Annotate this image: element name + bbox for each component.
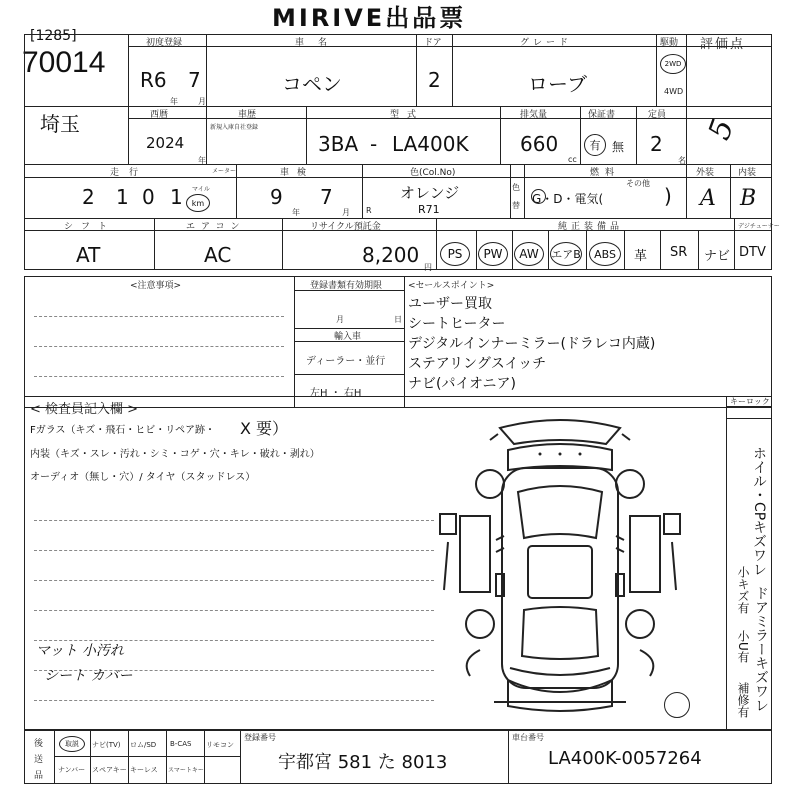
right-note-4: 小U有 — [736, 630, 750, 663]
interior-grade: B — [740, 186, 757, 211]
displacement-label: 排気量 — [520, 110, 548, 120]
model-label: 型式 — [390, 110, 425, 120]
warranty-label: 保証書 — [588, 110, 616, 120]
equip-aw: AW — [514, 242, 544, 266]
footer-rom-sd: ロム/SD — [130, 741, 157, 749]
sales-point-1: ユーザー買取 — [408, 296, 492, 312]
mileage-d3: 0 — [142, 185, 155, 209]
doors-value: 2 — [428, 68, 441, 92]
km-circle: km — [186, 194, 210, 212]
drive-label: 駆動 — [660, 38, 679, 48]
notes-section — [24, 276, 772, 408]
footer-bcas: B-CAS — [170, 740, 192, 748]
shaken-year: 9 — [270, 185, 283, 209]
footer-hozonsho: 取説 — [59, 736, 85, 752]
seat-unit: 名 — [678, 156, 686, 165]
color-code-r: R — [366, 206, 372, 215]
shadai-label: 車歴 — [238, 110, 257, 120]
reg-doc-label: 登録書類有効期限 — [310, 281, 383, 291]
first-reg-label: 初度登録 — [146, 38, 183, 48]
equipment-label: 純正装備品 — [558, 222, 624, 232]
right-note-2: ドアミラーキズワレ — [753, 586, 769, 712]
shadai-note: 新規入庫自社登録 — [210, 124, 259, 131]
chassis-number: LA400K-0057264 — [548, 748, 702, 769]
footer-side-2: 送 — [34, 755, 44, 765]
doors-label: ドア — [424, 38, 442, 48]
reg-era: R6 — [140, 68, 167, 92]
footer-side-3: 品 — [34, 771, 44, 781]
cc-unit: cc — [568, 155, 577, 164]
notes-label: <注意事項> — [130, 281, 182, 291]
spare-circle — [664, 692, 690, 718]
fuel-label: 燃料 — [590, 168, 621, 178]
month-unit: 月 — [198, 97, 206, 106]
mileage-d4: 1 — [170, 185, 183, 209]
year-unit: 年 — [170, 97, 178, 106]
sales-points-label: <セールスポイント> — [408, 281, 495, 291]
mileage-label: 走行 — [110, 168, 149, 178]
right-note-3: 小キズ有 — [736, 566, 750, 614]
exterior-label: 外装 — [696, 168, 715, 178]
reg-number-label: 登録番号 — [244, 733, 276, 742]
color-side-b: 替 — [512, 201, 520, 210]
meter-swap-label: メーター — [212, 168, 237, 175]
page-title: MIRIVE出品票 — [272, 4, 467, 32]
aircon-value: AC — [204, 243, 232, 267]
reg-number: 宇都宮 581 た 8013 — [278, 752, 448, 773]
rating-label: 評価点 — [700, 37, 746, 52]
mileage-d1: 2 — [82, 185, 95, 209]
shift-value: AT — [76, 243, 101, 267]
car-name-label: 車名 — [295, 38, 342, 48]
car-diagram — [430, 410, 690, 732]
grade-label: グレード — [520, 38, 573, 48]
model-dash: - — [370, 132, 378, 156]
fuel-options: G・D・電気( — [532, 192, 604, 206]
capacity-value: 2 — [650, 132, 663, 156]
recycle-fee: 8,200 — [362, 243, 420, 267]
inspector-line-1: Fガラス（キズ・飛石・ヒビ・リペア跡・ — [30, 425, 216, 436]
equip-pw: PW — [478, 242, 508, 266]
model-prefix: 3BA — [318, 132, 359, 156]
footer-number: ナンバー — [58, 766, 86, 774]
fuel-close: ) — [664, 184, 672, 208]
hand-note-2: シート カバー — [44, 668, 133, 684]
fuel-other: その他 — [626, 179, 650, 188]
mileage-d2: 1 — [116, 185, 129, 209]
color-name: オレンジ — [400, 184, 460, 202]
equip-sr: SR — [670, 245, 688, 260]
lot-bracket: [1285] — [30, 28, 77, 44]
model-code: LA400K — [392, 132, 469, 156]
drive-4wd: 4WD — [664, 87, 684, 96]
color-side-a: 色 — [512, 183, 520, 192]
inspector-label: < 検査員記入欄 > — [30, 402, 139, 417]
import-label: 輸入車 — [334, 332, 362, 342]
shaken-month: 7 — [320, 185, 333, 209]
exterior-grade: A — [700, 186, 716, 211]
footer-keyless: キーレス — [130, 766, 158, 774]
fuel-g-circle — [531, 189, 546, 204]
footer-navi-tv: ナビ(TV) — [92, 741, 121, 749]
inspector-line-2: 内装（キズ・スレ・汚れ・シミ・コゲ・穴・キレ・破れ・剥れ） — [30, 449, 320, 460]
warranty-yes-circle: 有 — [584, 134, 606, 156]
displacement-value: 660 — [520, 132, 559, 156]
color-label: 色(Col.No) — [410, 168, 456, 178]
year-sub-unit: 年 — [198, 156, 206, 165]
car-name: コペン — [282, 72, 342, 96]
equip-ps: PS — [440, 242, 470, 266]
capacity-label: 定員 — [648, 110, 667, 120]
inspector-line-3: オーディオ（無し・穴）/ タイヤ（スタッドレス） — [30, 472, 256, 483]
sales-point-5: ナビ(パイオニア) — [408, 376, 516, 392]
hand-note-1: マット 小汚れ — [36, 643, 124, 659]
equip-leather: 革 — [634, 249, 648, 264]
recycle-label: リサイクル預託金 — [310, 222, 381, 232]
lot-number: 70014 — [22, 46, 106, 79]
seireki-label: 西暦 — [150, 110, 169, 120]
year-western: 2024 — [146, 134, 185, 152]
footer-spare-key: スペアキー — [92, 766, 127, 774]
reg-doc-day: 日 — [394, 315, 402, 324]
interior-label: 内装 — [738, 168, 757, 178]
equip-airbag: エアB — [550, 242, 582, 266]
digital-tuner-label: デジチューナー — [738, 223, 780, 230]
right-note-5: 補修有 — [736, 682, 750, 718]
mile-unit: マイル — [192, 186, 210, 193]
rating-hand: 5 — [701, 114, 742, 145]
fglass-mark: X 要） — [240, 419, 289, 438]
color-code: R71 — [418, 203, 440, 216]
right-note-1: ホイル・CPキズワレ — [751, 446, 767, 577]
grade-value: ローブ — [528, 72, 587, 96]
reg-doc-month: 月 — [336, 315, 344, 324]
shift-label: シフト — [64, 222, 116, 232]
sales-point-3: デジタルインナーミラー(ドラレコ内蔵) — [408, 336, 656, 352]
shaken-month-unit: 月 — [342, 208, 350, 217]
dealer-label: ディーラー・並行 — [306, 356, 386, 367]
drive-2wd-circle: 2WD — [660, 54, 686, 74]
sales-point-2: シートヒーター — [408, 316, 506, 332]
lr-label: 左H ・ 右H — [310, 388, 362, 399]
yen-unit: 円 — [424, 263, 432, 272]
equip-dtv: DTV — [739, 245, 766, 260]
reg-month: 7 — [188, 68, 201, 92]
sales-point-4: ステアリングスイッチ — [408, 356, 547, 372]
equip-abs: ABS — [589, 242, 621, 266]
shaken-year-unit: 年 — [292, 208, 300, 217]
chassis-label: 車台番号 — [512, 733, 544, 742]
key-lock-label: キーロック — [730, 397, 770, 406]
region: 埼玉 — [40, 112, 80, 136]
equip-navi: ナビ — [704, 249, 731, 264]
footer-smart-key: スマートキー — [168, 767, 204, 774]
footer-side-1: 後 — [34, 739, 44, 749]
warranty-no: 無 — [612, 140, 625, 154]
footer-remote: リモコン — [206, 741, 234, 749]
aircon-label: エアコン — [186, 222, 246, 232]
inspection-label: 車検 — [280, 168, 315, 178]
